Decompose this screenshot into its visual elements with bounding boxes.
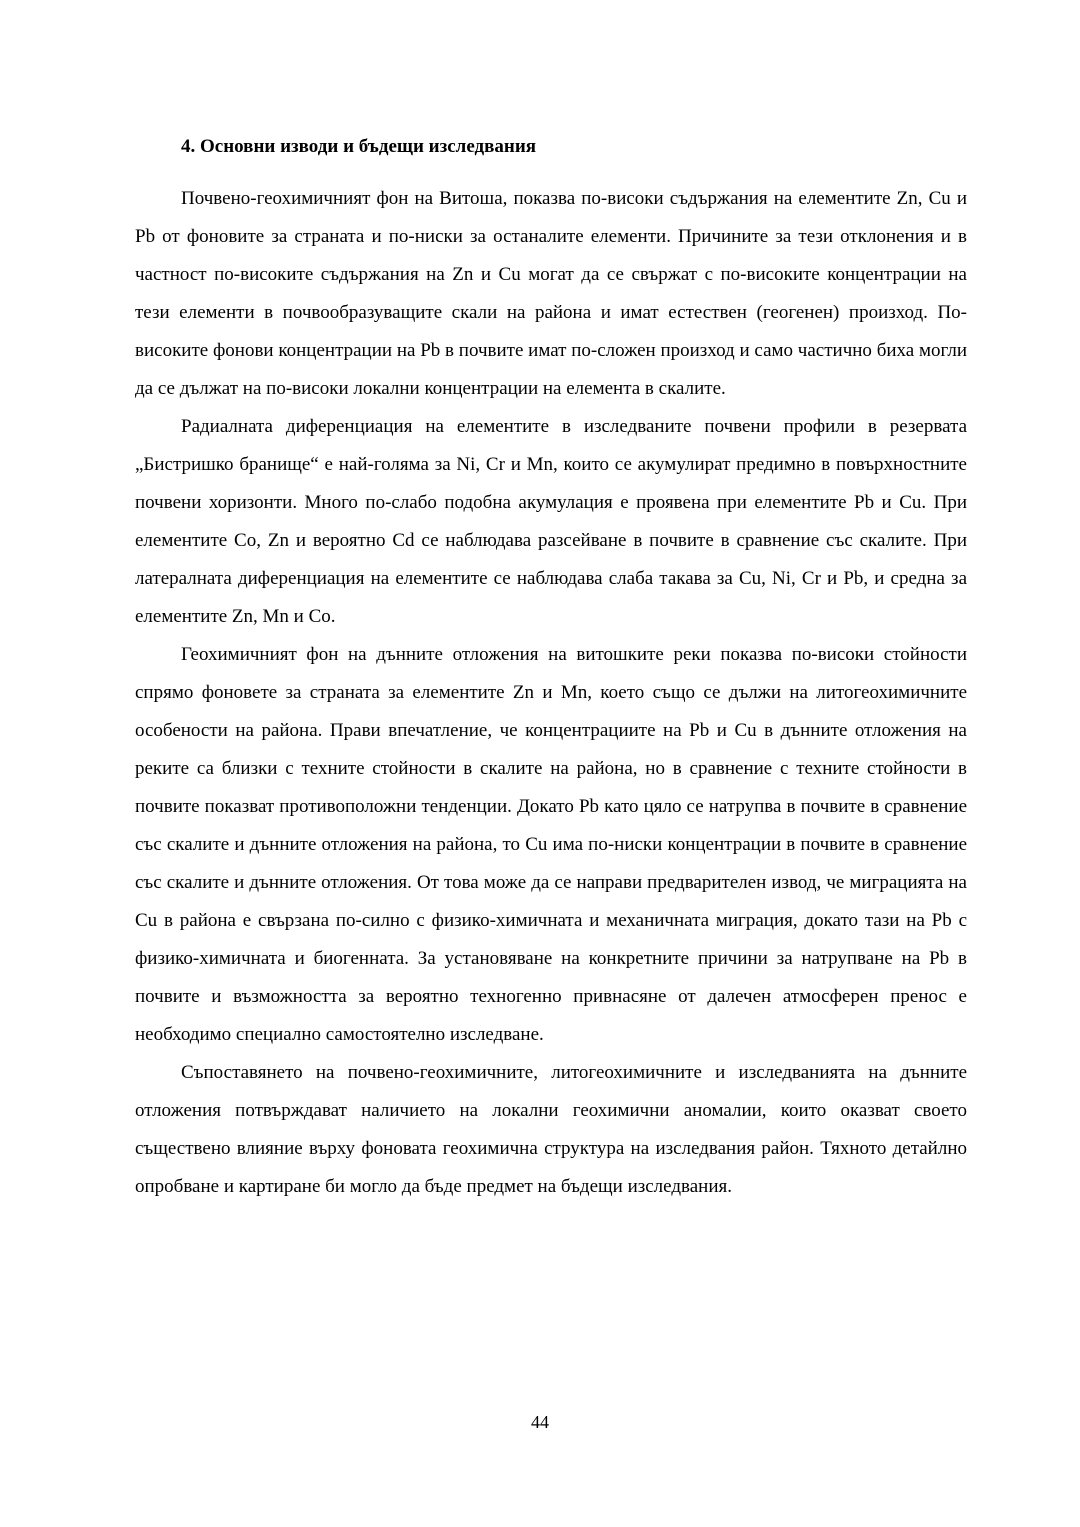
section-heading: 4. Основни изводи и бъдещи изследвания (181, 136, 537, 157)
paragraph: Радиалната диференциация на елементите в изследваните почвени профили в резервата „Бистришко бранище“ е най-голяма за Ni, Cr и Mn, които се акумулират предимно в повърхностните почвени хоризонти. Много по-слабо подобна акумулация е проявена при елементите Pb и Cu. При елементите Co, Zn и вероятно Cd се наблюдава разсейване в почвите в сравнение със скалите. При латералната диференциация на елементите се наблюдава слаба такава за Cu, Ni, Cr и Pb, и средна за елементите Zn, Mn и Co. (135, 416, 967, 627)
page-number: 44 (531, 1412, 549, 1432)
document-body (135, 128, 967, 1206)
paragraph: Геохимичният фон на дънните отложения на витошките реки показва по-високи стойности спрямо фоновете за страната за елементите Zn и Mn, което също се дължи на литогеохимичните особености на района. Прави впечатление, че концентрациите на Pb и Cu в дънните отложения на реките са близки с техните стойности в скалите на района, но в сравнение с техните стойности в почвите показват противоположни тенденции. Докато Pb като цяло се натрупва в почвите в сравнение със скалите и дънните отложения на района, то Cu има по-ниски концентрации в почвите в сравнение със скалите и дънните отложения. От това може да се направи предварителен извод, че миграцията на Cu в района е свързана по-силно с физико-химичната и механичната миграция, докато тази на Pb с физико-химичната и биогенната. За установяване на конкретните причини за натрупване на Pb в почвите и възможността за вероятно техногенно привнасяне от далечен атмосферен пренос е необходимо специално самостоятелно изследване. (135, 644, 967, 1045)
paragraph: Почвено-геохимичният фон на Витоша, показва по-високи съдържания на елементите Zn, Cu и Pb от фоновите за страната и по-ниски за останалите елементи. Причините за тези отклонения и в частност по-високите съдържания на Zn и Cu могат да се свържат с по-високите концентрации на тези елементи в почвообразуващите скали на района и имат естествен (геогенен) произход. По-високите фонови концентрации на Pb в почвите имат по-сложен произход и само частично биха могли да се дължат на по-високи локални концентрации на елемента в скалите. (135, 188, 967, 399)
paragraph: Съпоставянето на почвено-геохимичните, литогеохимичните и изследванията на дънните отложения потвърждават наличието на локални геохимични аномалии, които оказват своето съществено влияние върху фоновата геохимична структура на изследвания район. Тяхното детайлно опробване и картиране би могло да бъде предмет на бъдещи изследвания. (135, 1062, 967, 1197)
